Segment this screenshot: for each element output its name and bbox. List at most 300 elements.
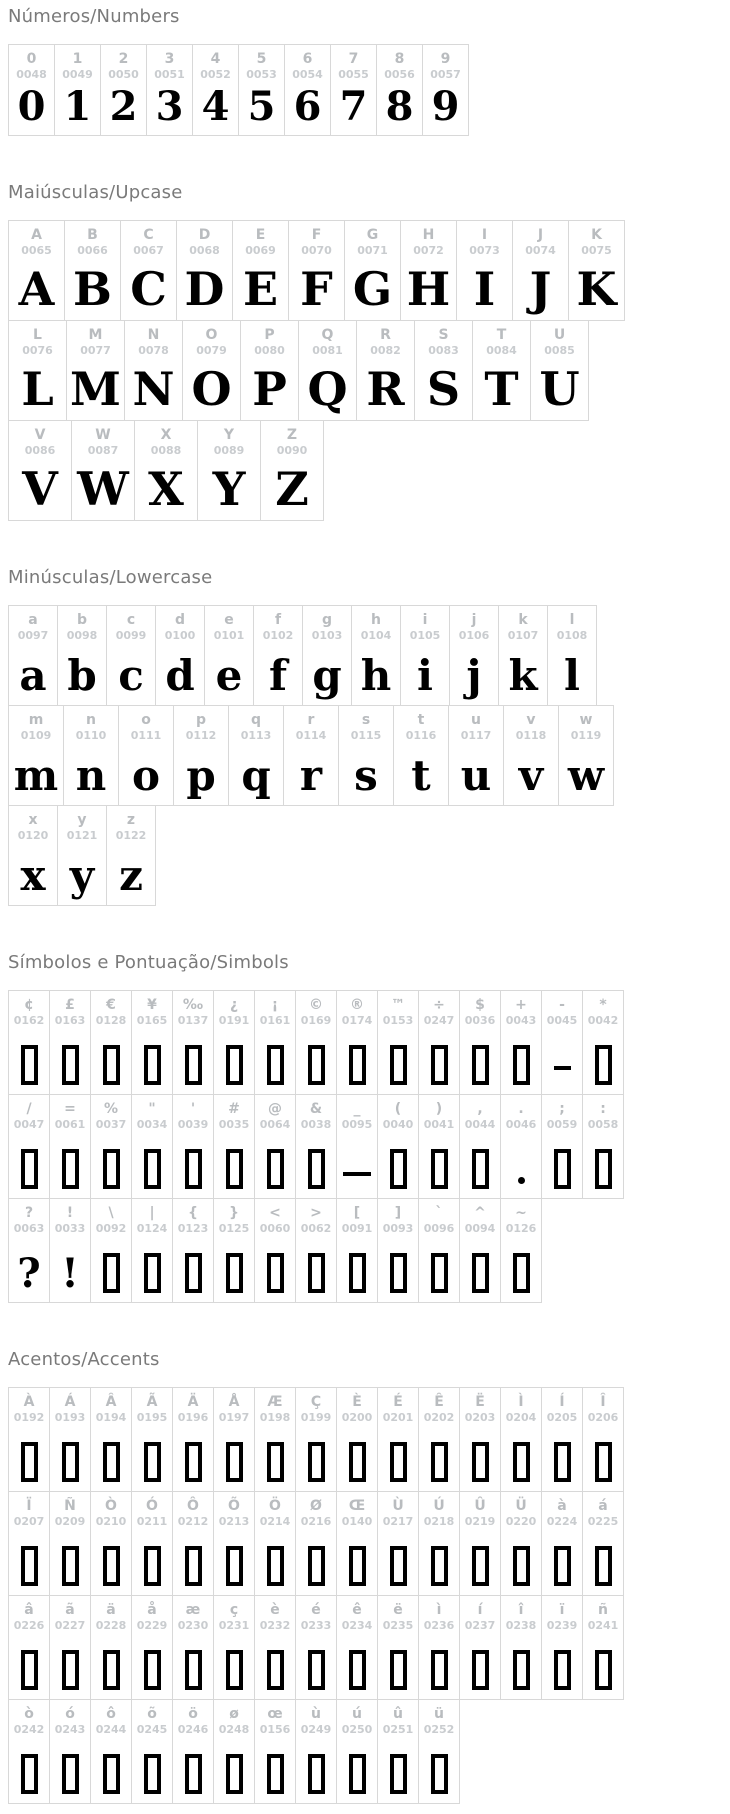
section-title-symbols: Símbolos e Pontuação/Simbols [8, 952, 289, 973]
glyph-area [513, 257, 568, 320]
char-row [8, 705, 614, 806]
char-label: Z [286, 427, 298, 443]
missing-glyph-box-icon [349, 1546, 366, 1586]
char-code: 0196 [177, 1411, 209, 1425]
char-row [8, 1491, 624, 1596]
char-label: î [518, 1602, 524, 1618]
missing-glyph-box-icon [472, 1253, 489, 1293]
glyph-area [337, 1027, 377, 1094]
char-code: 0192 [13, 1411, 45, 1425]
glyph-char: C [130, 262, 167, 316]
glyph-area [337, 1632, 377, 1699]
char-label: € [106, 997, 116, 1013]
char-code: 0085 [544, 344, 575, 358]
glyph-area [50, 1632, 90, 1699]
char-code: 0120 [17, 829, 49, 843]
glyph-char: r [299, 751, 323, 800]
char-code: 0064 [259, 1118, 291, 1132]
char-code: 0098 [66, 629, 98, 643]
char-label: Y [223, 427, 235, 443]
missing-glyph-box-icon [595, 1149, 612, 1189]
char-row [8, 1198, 624, 1303]
char-code: 0041 [423, 1118, 455, 1132]
char-code: 0224 [546, 1515, 578, 1529]
char-code: 0036 [464, 1014, 496, 1028]
char-cell-0102 [253, 605, 303, 706]
char-code: 0099 [115, 629, 147, 643]
char-code: 0125 [218, 1222, 250, 1236]
missing-glyph-box-icon [144, 1149, 161, 1189]
char-label: ! [66, 1205, 74, 1221]
char-label: D [198, 227, 211, 243]
char-label: ï [559, 1602, 565, 1618]
glyph-area [378, 1736, 418, 1803]
char-code: 0202 [423, 1411, 455, 1425]
char-cell-0070 [288, 220, 345, 321]
char-code: 0033 [54, 1222, 86, 1236]
glyph-char: K [576, 262, 617, 316]
char-code: 0066 [77, 244, 108, 258]
glyph-char: 5 [247, 83, 276, 130]
char-cell-0090 [260, 420, 324, 521]
char-code: 0072 [413, 244, 444, 258]
glyph-area [214, 1131, 254, 1198]
glyph-area [50, 1528, 90, 1595]
char-label: B [87, 227, 98, 243]
glyph-area [419, 1632, 459, 1699]
glyph-area [419, 1736, 459, 1803]
missing-glyph-box-icon [62, 1149, 79, 1189]
char-code: 0237 [464, 1619, 496, 1633]
glyph-area [345, 257, 400, 320]
char-label: Á [64, 1394, 76, 1410]
char-label: ê [352, 1602, 362, 1618]
char-label: Ë [475, 1394, 485, 1410]
char-code: 0248 [218, 1723, 250, 1737]
char-label: \ [108, 1205, 114, 1221]
char-code: 0065 [21, 244, 52, 258]
glyph-char: f [268, 651, 288, 700]
char-label: Ò [105, 1498, 117, 1514]
char-code: 0050 [108, 68, 139, 82]
char-code: 0074 [525, 244, 556, 258]
glyph-area [378, 1424, 418, 1491]
char-cell-0054 [284, 44, 331, 136]
missing-glyph-box-icon [513, 1253, 530, 1293]
glyph-char: t [411, 751, 431, 800]
char-code: 0040 [382, 1118, 414, 1132]
glyph-area [9, 842, 57, 905]
glyph-area [419, 1528, 459, 1595]
char-cell-0199 [295, 1387, 337, 1492]
char-label: ÷ [433, 997, 445, 1013]
char-table-upcase [8, 220, 625, 521]
char-code: 0199 [300, 1411, 332, 1425]
char-cell-0156 [254, 1699, 296, 1804]
char-code: 0069 [245, 244, 276, 258]
char-label: " [148, 1101, 156, 1117]
glyph-area [419, 1235, 459, 1302]
char-cell-0191 [213, 990, 255, 1095]
section-numbers [8, 6, 730, 136]
missing-glyph-box-icon [185, 1045, 202, 1085]
char-code: 0055 [338, 68, 369, 82]
char-cell-0115 [338, 705, 394, 806]
char-row [8, 1595, 624, 1700]
glyph-char: m [13, 751, 59, 800]
glyph-area [55, 81, 100, 135]
glyph-area [50, 1027, 90, 1094]
char-code: 0115 [350, 729, 382, 743]
char-cell-0075 [568, 220, 625, 321]
char-label: p [195, 712, 207, 728]
missing-glyph-box-icon [226, 1442, 243, 1482]
char-code: 0122 [115, 829, 147, 843]
char-code: 0056 [384, 68, 415, 82]
char-code: 0100 [164, 629, 196, 643]
glyph-area [9, 1131, 49, 1198]
missing-glyph-box-icon [390, 1045, 407, 1085]
missing-glyph-box-icon [226, 1253, 243, 1293]
char-code: 0105 [409, 629, 441, 643]
glyph-area [132, 1736, 172, 1803]
char-code: 0214 [259, 1515, 291, 1529]
glyph-char: j [466, 651, 482, 700]
glyph-area [91, 1131, 131, 1198]
char-cell-0153 [377, 990, 419, 1095]
missing-glyph-box-icon [103, 1149, 120, 1189]
char-cell-0234 [336, 1595, 378, 1700]
char-code: 0137 [177, 1014, 209, 1028]
missing-glyph-box-icon [226, 1754, 243, 1794]
glyph-area [173, 1736, 213, 1803]
char-label: Æ [267, 1394, 283, 1410]
glyph-area [450, 642, 498, 705]
glyph-area [214, 1528, 254, 1595]
char-cell-0071 [344, 220, 401, 321]
char-code: 0128 [95, 1014, 127, 1028]
char-cell-0094 [459, 1198, 501, 1303]
char-code: 0034 [136, 1118, 168, 1132]
char-code: 0068 [189, 244, 220, 258]
glyph-char: a [19, 651, 47, 700]
char-label: V [34, 427, 46, 443]
char-row [8, 1387, 624, 1492]
char-label: , [477, 1101, 483, 1117]
char-cell-0064 [254, 1094, 296, 1199]
char-label: { [188, 1205, 198, 1221]
char-cell-0229 [131, 1595, 173, 1700]
glyph-area [107, 642, 155, 705]
char-cell-0231 [213, 1595, 255, 1700]
char-code: 0226 [13, 1619, 45, 1633]
char-label: 0 [26, 51, 37, 67]
glyph-area [9, 257, 64, 320]
missing-glyph-box-icon [62, 1546, 79, 1586]
char-code: 0110 [75, 729, 107, 743]
char-label: É [393, 1394, 403, 1410]
char-code: 0052 [200, 68, 231, 82]
char-label: Ê [434, 1394, 444, 1410]
char-cell-0083 [414, 320, 473, 421]
glyph-char: F [300, 262, 333, 316]
glyph-area [58, 842, 106, 905]
char-label: ø [229, 1706, 239, 1722]
char-cell-0121 [57, 805, 107, 906]
missing-glyph-box-icon [103, 1045, 120, 1085]
char-cell-0067 [120, 220, 177, 321]
glyph-char: 1 [63, 83, 92, 130]
char-label: N [147, 327, 160, 343]
char-cell-0047 [8, 1094, 50, 1199]
char-cell-0226 [8, 1595, 50, 1700]
char-label: À [23, 1394, 35, 1410]
missing-glyph-box-icon [390, 1149, 407, 1189]
char-label: ] [394, 1205, 402, 1221]
char-code: 0080 [254, 344, 285, 358]
char-label: s [361, 712, 371, 728]
char-code: 0111 [130, 729, 162, 743]
char-cell-0098 [57, 605, 107, 706]
char-cell-0056 [376, 44, 423, 136]
glyph-area [132, 1632, 172, 1699]
missing-glyph-box-icon [554, 1546, 571, 1586]
char-label: G [366, 227, 379, 243]
char-cell-0108 [547, 605, 597, 706]
char-cell-0099 [106, 605, 156, 706]
glyph-area [67, 357, 124, 420]
missing-glyph-box-icon [144, 1442, 161, 1482]
char-cell-0086 [8, 420, 72, 521]
char-label: f [274, 612, 282, 628]
glyph-area [583, 1027, 623, 1094]
missing-glyph-box-icon [103, 1253, 120, 1293]
char-cell-0097 [8, 605, 58, 706]
missing-glyph-box-icon [226, 1650, 243, 1690]
char-label: $ [475, 997, 485, 1013]
char-row [8, 44, 469, 136]
missing-glyph-box-icon [103, 1546, 120, 1586]
char-code: 0251 [382, 1723, 414, 1737]
char-code: 0119 [570, 729, 602, 743]
char-label: . [518, 1101, 524, 1117]
char-label: ™ [391, 997, 405, 1013]
char-row [8, 1094, 624, 1199]
glyph-area [50, 1235, 90, 1302]
char-cell-0117 [448, 705, 504, 806]
glyph-area [193, 81, 238, 135]
char-code: 0198 [259, 1411, 291, 1425]
glyph-char: ? [17, 1250, 41, 1297]
char-cell-0230 [172, 1595, 214, 1700]
char-label: Â [105, 1394, 117, 1410]
char-cell-0200 [336, 1387, 378, 1492]
char-table-symbols [8, 990, 624, 1303]
char-code: 0241 [587, 1619, 619, 1633]
char-cell-0039 [172, 1094, 214, 1199]
glyph-char: O [191, 362, 232, 416]
char-label: q [250, 712, 262, 728]
char-cell-0128 [90, 990, 132, 1095]
section-title-upcase: Maiúsculas/Upcase [8, 182, 183, 203]
char-cell-0103 [302, 605, 352, 706]
char-code: 0227 [54, 1619, 86, 1633]
missing-glyph-box-icon [308, 1754, 325, 1794]
char-cell-0243 [49, 1699, 91, 1804]
char-label: P [264, 327, 275, 343]
char-cell-0236 [418, 1595, 460, 1700]
glyph-char: G [352, 262, 393, 316]
char-code: 0117 [460, 729, 492, 743]
char-code: 0203 [464, 1411, 496, 1425]
char-code: 0204 [505, 1411, 537, 1425]
glyph-char: v [518, 751, 544, 800]
glyph-area [542, 1131, 582, 1198]
char-label: ^ [474, 1205, 486, 1221]
char-code: 0078 [138, 344, 169, 358]
char-code: 0113 [240, 729, 272, 743]
missing-glyph-box-icon [513, 1045, 530, 1085]
char-label: Q [321, 327, 334, 343]
char-label: + [515, 997, 527, 1013]
char-cell-0073 [456, 220, 513, 321]
missing-glyph-box-icon [595, 1045, 612, 1085]
char-cell-0228 [90, 1595, 132, 1700]
char-code: 0220 [505, 1515, 537, 1529]
glyph-area [542, 1632, 582, 1699]
missing-glyph-box-icon [226, 1045, 243, 1085]
char-label: Ú [433, 1498, 445, 1514]
char-label: x [28, 812, 38, 828]
glyph-area [173, 1528, 213, 1595]
char-label: ` [435, 1205, 443, 1221]
char-code: 0082 [370, 344, 401, 358]
glyph-char: Z [275, 462, 309, 516]
char-cell-0101 [204, 605, 254, 706]
char-label: © [309, 997, 323, 1013]
missing-glyph-box-icon [554, 1149, 571, 1189]
char-label: ô [106, 1706, 116, 1722]
missing-glyph-box-icon [267, 1253, 284, 1293]
char-cell-0053 [238, 44, 285, 136]
glyph-char: w [567, 751, 605, 800]
char-code: 0106 [458, 629, 490, 643]
glyph-area [501, 1027, 541, 1094]
missing-glyph-box-icon [144, 1253, 161, 1293]
missing-glyph-box-icon [472, 1546, 489, 1586]
char-code: 0252 [423, 1723, 455, 1737]
char-label: } [229, 1205, 239, 1221]
missing-glyph-box-icon [308, 1253, 325, 1293]
glyph-char: s [354, 751, 378, 800]
char-table-numbers [8, 44, 469, 136]
char-label: 7 [348, 51, 359, 67]
char-cell-0043 [500, 990, 542, 1095]
char-label: T [496, 327, 507, 343]
char-code: 0213 [218, 1515, 250, 1529]
char-code: 0054 [292, 68, 323, 82]
glyph-area [9, 81, 54, 135]
char-cell-0079 [182, 320, 241, 421]
missing-glyph-box-icon [267, 1149, 284, 1189]
missing-glyph-box-icon [349, 1253, 366, 1293]
char-label: Õ [228, 1498, 240, 1514]
glyph-area [173, 1632, 213, 1699]
char-code: 0191 [218, 1014, 250, 1028]
char-code: 0140 [341, 1515, 373, 1529]
char-cell-0174 [336, 990, 378, 1095]
glyph-area [378, 1131, 418, 1198]
char-label: ® [350, 997, 364, 1013]
missing-glyph-box-icon [267, 1045, 284, 1085]
char-label: ö [188, 1706, 198, 1722]
char-label: Í [559, 1394, 565, 1410]
char-cell-0163 [49, 990, 91, 1095]
glyph-area [173, 1424, 213, 1491]
char-code: 0112 [185, 729, 217, 743]
char-label: M [88, 327, 103, 343]
char-cell-0120 [8, 805, 58, 906]
glyph-area [542, 1528, 582, 1595]
missing-glyph-box-icon [185, 1546, 202, 1586]
char-cell-0214 [254, 1491, 296, 1596]
glyph-area [9, 1736, 49, 1803]
char-code: 0153 [382, 1014, 414, 1028]
char-code: 0219 [464, 1515, 496, 1529]
char-label: â [24, 1602, 34, 1618]
char-cell-0235 [377, 1595, 419, 1700]
glyph-char: u [460, 751, 492, 800]
char-label: ? [24, 1205, 34, 1221]
char-label: ó [65, 1706, 75, 1722]
char-code: 0243 [54, 1723, 86, 1737]
glyph-area [457, 257, 512, 320]
missing-glyph-box-icon [390, 1442, 407, 1482]
missing-glyph-box-icon [226, 1546, 243, 1586]
char-cell-0087 [71, 420, 135, 521]
char-cell-0096 [418, 1198, 460, 1303]
missing-glyph-box-icon [267, 1442, 284, 1482]
char-label: C [143, 227, 154, 243]
glyph-area [378, 1528, 418, 1595]
char-code: 0043 [505, 1014, 537, 1028]
glyph-char: H [406, 262, 451, 316]
char-cell-0105 [400, 605, 450, 706]
glyph-char: y [69, 851, 95, 900]
glyph-area [261, 457, 323, 520]
glyph-area [132, 1235, 172, 1302]
glyph-char: g [312, 651, 342, 700]
char-cell-0059 [541, 1094, 583, 1199]
missing-glyph-box-icon [62, 1650, 79, 1690]
missing-glyph-box-icon [62, 1045, 79, 1085]
missing-glyph-box-icon [185, 1442, 202, 1482]
char-code: 0118 [515, 729, 547, 743]
glyph-area [132, 1027, 172, 1094]
char-cell-0084 [472, 320, 531, 421]
char-code: 0195 [136, 1411, 168, 1425]
missing-glyph-box-icon [103, 1442, 120, 1482]
char-code: 0210 [95, 1515, 127, 1529]
char-code: 0235 [382, 1619, 414, 1633]
char-code: 0092 [95, 1222, 127, 1236]
char-code: 0231 [218, 1619, 250, 1633]
glyph-area [449, 742, 503, 805]
char-cell-0065 [8, 220, 65, 321]
char-code: 0091 [341, 1222, 373, 1236]
glyph-area [504, 742, 558, 805]
glyph-area [173, 1027, 213, 1094]
